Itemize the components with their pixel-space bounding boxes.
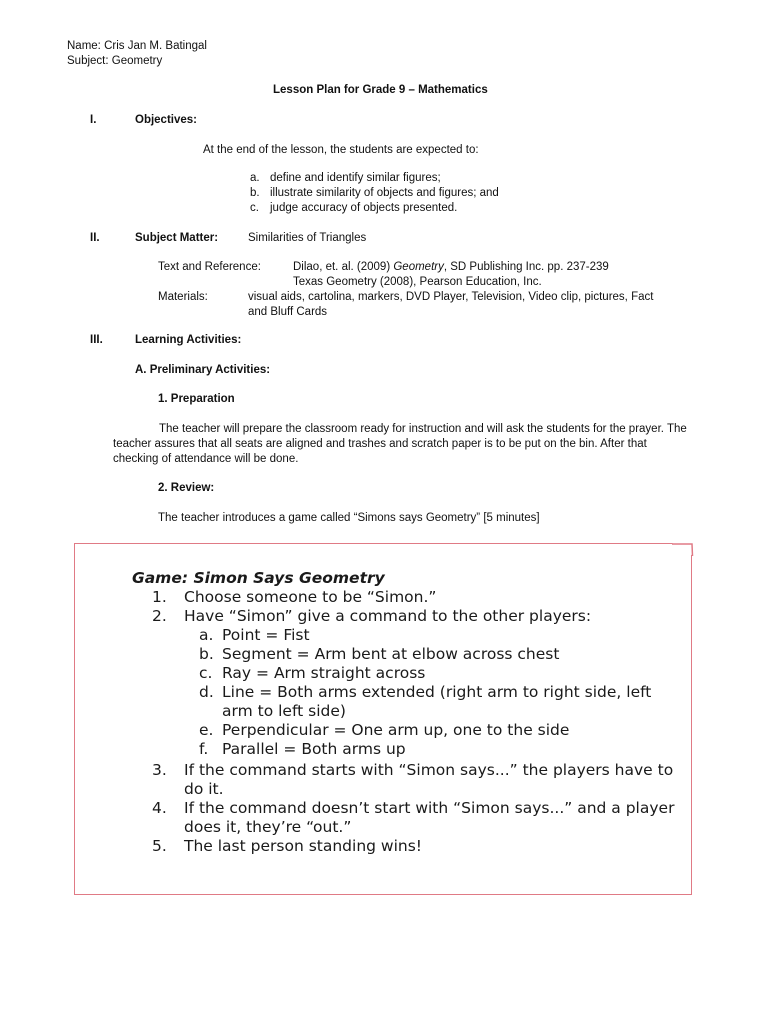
- game-rule-5-number: 5.: [152, 837, 167, 855]
- materials-line-1: visual aids, cartolina, markers, DVD Player, Television, Video clip, pictures, Fact: [248, 291, 654, 303]
- command-line-continued: arm to left side): [222, 702, 346, 720]
- objective-letter-a: a.: [250, 172, 260, 184]
- student-name: Name: Cris Jan M. Batingal: [67, 40, 207, 52]
- section-numeral-2: II.: [90, 232, 100, 244]
- objectives-heading: Objectives:: [135, 114, 197, 126]
- objective-letter-b: b.: [250, 187, 260, 199]
- section-numeral-1: I.: [90, 114, 97, 126]
- subject-line: Subject: Geometry: [67, 55, 163, 67]
- objective-item-b: illustrate similarity of objects and figures; and: [270, 187, 499, 199]
- command-letter-a: a.: [199, 626, 214, 644]
- learning-activities-heading: Learning Activities:: [135, 334, 242, 346]
- objective-item-a: define and identify similar figures;: [270, 172, 441, 184]
- objectives-intro: At the end of the lesson, the students are expected to:: [203, 144, 479, 156]
- game-step-1-number: 1.: [152, 588, 167, 606]
- reference-line-2: Texas Geometry (2008), Pearson Education, Inc.: [293, 276, 542, 288]
- game-rule-3-number: 3.: [152, 761, 167, 779]
- subject-matter-heading: Subject Matter:: [135, 232, 219, 244]
- game-rule-5: The last person standing wins!: [184, 837, 423, 855]
- page-title: Lesson Plan for Grade 9 – Mathematics: [273, 84, 488, 96]
- materials-label: Materials:: [158, 291, 208, 303]
- command-line: Line = Both arms extended (right arm to right side, left: [222, 683, 652, 701]
- game-rule-4-number: 4.: [152, 799, 167, 817]
- game-rule-4-line-2: does it, they’re “out.”: [184, 818, 352, 836]
- command-segment: Segment = Arm bent at elbow across chest: [222, 645, 560, 663]
- command-parallel: Parallel = Both arms up: [222, 740, 406, 758]
- game-rule-3-line-2: do it.: [184, 780, 224, 798]
- preliminary-activities-heading: A. Preliminary Activities:: [135, 364, 271, 376]
- game-rule-3-line-1: If the command starts with “Simon says...” the players have to: [184, 761, 674, 779]
- review-heading: 2. Review:: [158, 482, 215, 494]
- game-step-2-number: 2.: [152, 607, 167, 625]
- preparation-paragraph: The teacher will prepare the classroom ready for instruction and will ask the students for the prayer. The teacher assures that all seats are aligned and trashes and scratch paper is to be put on the bin. After that checking of attendance will be done.: [113, 423, 687, 465]
- command-point: Point = Fist: [222, 626, 310, 644]
- game-title: Game: Simon Says Geometry: [132, 569, 385, 587]
- section-numeral-3: III.: [90, 334, 103, 346]
- objective-letter-c: c.: [250, 202, 259, 214]
- reference-line-1: Dilao, et. al. (2009) Geometry, SD Publishing Inc. pp. 237-239: [293, 261, 609, 273]
- command-letter-c: c.: [199, 664, 213, 682]
- game-box-corner: [672, 543, 694, 557]
- game-step-2: Have “Simon” give a command to the other players:: [184, 607, 592, 625]
- materials-line-2: and Bluff Cards: [248, 306, 328, 318]
- reference-label: Text and Reference:: [158, 261, 261, 273]
- game-rule-4-line-1: If the command doesn’t start with “Simon says...” and a player: [184, 799, 675, 817]
- command-letter-f: f.: [199, 740, 209, 758]
- command-letter-d: d.: [199, 683, 214, 701]
- objective-item-c: judge accuracy of objects presented.: [270, 202, 458, 214]
- command-perpendicular: Perpendicular = One arm up, one to the side: [222, 721, 570, 739]
- command-letter-b: b.: [199, 645, 214, 663]
- game-step-1: Choose someone to be “Simon.”: [184, 588, 437, 606]
- command-ray: Ray = Arm straight across: [222, 664, 426, 682]
- preparation-heading: 1. Preparation: [158, 393, 235, 405]
- review-text: The teacher introduces a game called “Simons says Geometry” [5 minutes]: [158, 512, 540, 524]
- command-letter-e: e.: [199, 721, 214, 739]
- subject-topic: Similarities of Triangles: [248, 232, 367, 244]
